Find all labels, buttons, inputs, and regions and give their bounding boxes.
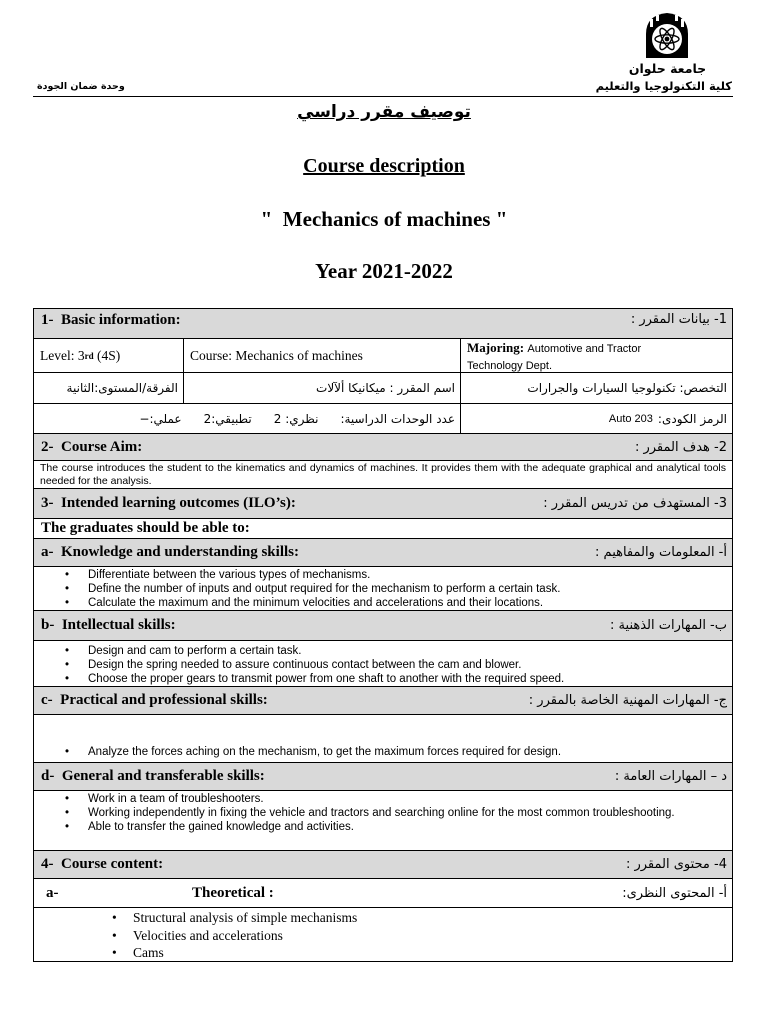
list-item-text: Cams: [133, 945, 164, 960]
list-item-text: Choose the proper gears to transmit power from one shaft to another with the required speed.: [88, 673, 565, 685]
graduates-intro: The graduates should be able to:: [34, 519, 732, 539]
bullet-icon: •: [65, 569, 70, 581]
code-value: Auto 203: [608, 412, 653, 425]
subsection-heading-ar: ج- المهارات المهنية الخاصة بالمقرر :: [528, 693, 727, 708]
academic-year: Year 2021-2022: [315, 259, 453, 283]
subsection-heading-en: a- Knowledge and understanding skills:: [41, 544, 299, 560]
level-cell: Level: 3 rd (4S): [34, 339, 184, 372]
majoring-label: Majoring:: [467, 340, 525, 355]
list-item: [65, 644, 732, 658]
subsection-heading-ar: د – المهارات العامة :: [614, 769, 727, 784]
majoring-value-line-1: Automotive and Tractor: [527, 343, 642, 355]
list-item-text: Analyze the forces aching on the mechanism, to get the maximum forces required for design.: [88, 746, 562, 758]
level-rest: (4S): [93, 347, 121, 363]
list-item-text: Able to transfer the gained knowledge and activities.: [88, 821, 354, 833]
subsection-heading-ar: ب- المهارات الذهنية :: [610, 618, 727, 633]
list-item-text: Define the number of inputs and output required for the mechanism to perform a certain task.: [88, 583, 561, 595]
basic-info-row-en: [34, 339, 732, 373]
course-label: Course:: [190, 347, 232, 363]
major-ar-cell: [461, 373, 732, 403]
list-item-text: Calculate the maximum and the minimum velocities and accelerations and their locations.: [88, 597, 544, 609]
course-ar-cell: [184, 373, 461, 403]
subsection-heading-en: c- Practical and professional skills:: [41, 692, 268, 708]
course-value: Mechanics of machines: [235, 347, 363, 363]
list-item: [65, 792, 732, 806]
units-practical: عملي:−: [139, 411, 182, 426]
list-item: [65, 745, 732, 759]
document-title: Course description: [303, 155, 465, 177]
subsection-practical-header: [34, 687, 732, 715]
subsection-knowledge-header: [34, 539, 732, 567]
theoretical-content-list-row: [34, 908, 732, 961]
list-item: [65, 658, 732, 672]
bullet-icon: •: [65, 645, 70, 657]
knowledge-list-row: [34, 567, 732, 611]
majoring-cell: [461, 339, 732, 372]
course-cell: [184, 339, 461, 372]
theoretical-content-list: [34, 908, 732, 961]
course-title: " Mechanics of machines ": [260, 207, 508, 231]
units-code-row: [34, 404, 732, 434]
code-label: الرمز الكودى:: [657, 411, 727, 426]
list-item-text: Design and cam to perform a certain task.: [88, 645, 302, 657]
units-label: عدد الوحدات الدراسية:: [340, 411, 455, 426]
subsection-heading-ar: أ- المعلومات والمفاهيم :: [595, 545, 727, 560]
course-spec-table: [33, 308, 733, 962]
subsection-general-header: [34, 763, 732, 791]
intellectual-list: [34, 641, 732, 686]
level-label: Level: 3: [40, 347, 85, 363]
theoretical-letter: a-: [46, 884, 59, 901]
general-list-row: [34, 791, 732, 851]
list-item-text: Structural analysis of simple mechanisms: [133, 910, 358, 925]
list-item: [65, 596, 732, 610]
basic-info-row-ar: [34, 373, 732, 404]
majoring-value-line-2: Technology Dept.: [467, 360, 552, 372]
section-heading-ar: 3- المستهدف من تدريس المقرر :: [543, 496, 727, 511]
units-cell: [34, 404, 461, 433]
section-heading-en: 4- Course content:: [41, 856, 164, 872]
units-applied: تطبيقي:2: [203, 411, 252, 426]
bullet-icon: •: [112, 945, 117, 960]
bullet-icon: •: [65, 673, 70, 685]
list-item: [65, 582, 732, 596]
subsection-heading-en: b- Intellectual skills:: [41, 617, 176, 633]
list-item: [112, 909, 732, 927]
theoretical-content-header: [34, 879, 732, 908]
section-heading-ar: 1- بيانات المقرر :: [630, 312, 727, 327]
bullet-icon: •: [65, 597, 70, 609]
level-ar-cell: [34, 373, 184, 403]
section-heading-en: 1- Basic information:: [41, 312, 181, 328]
list-item-text: Working independently in fixing the vehicle and tractors and searching online for the most common troubleshooting.: [88, 807, 675, 819]
practical-list: [34, 715, 732, 763]
list-item: [65, 820, 732, 834]
level-ar: الفرقة/المستوى:الثانية: [66, 381, 178, 395]
list-item-text: Design the spring needed to assure continuous contact between the cam and blower.: [88, 659, 522, 671]
section-heading-ar: 4- محتوى المقرر :: [625, 857, 727, 872]
general-list: [34, 791, 732, 834]
code-cell: [461, 404, 732, 433]
faculty-name: كلية التكنولوجيا والتعليم: [595, 79, 732, 93]
theoretical-heading-ar: أ- المحتوى النظرى:: [622, 885, 727, 901]
university-name: جامعة حلوان: [628, 61, 707, 76]
header-divider: [33, 96, 733, 97]
subsection-heading-en: d- General and transferable skills:: [41, 768, 265, 784]
bullet-icon: •: [65, 659, 70, 671]
list-item: [65, 806, 732, 820]
course-ar: اسم المقرر : ميكانيكا ألآلات: [316, 381, 455, 395]
theoretical-heading-en: Theoretical :: [192, 884, 274, 901]
section-content-header: [34, 851, 732, 879]
practical-list-row: [34, 715, 732, 763]
bullet-icon: •: [65, 821, 70, 833]
bullet-icon: •: [112, 927, 117, 943]
list-item: [112, 927, 732, 945]
quality-unit-name: وحدة ضمان الجودة: [37, 81, 125, 92]
list-item: [65, 568, 732, 582]
intellectual-list-row: [34, 641, 732, 687]
bullet-icon: •: [65, 583, 70, 595]
aim-text: The course introduces the student to the kinematics and dynamics of machines. It provides them with the adequate graphical and analytical tools needed for the analysis.: [34, 461, 732, 489]
bullet-icon: •: [65, 746, 70, 758]
bullet-icon: •: [65, 793, 70, 805]
section-heading-en: 2- Course Aim:: [41, 438, 143, 455]
list-item-text: Differentiate between the various types of mechanisms.: [88, 569, 371, 581]
section-basic-info-header: [34, 309, 732, 339]
arabic-title: توصيف مقرر دراسي: [297, 102, 471, 122]
section-aim-header: [34, 434, 732, 461]
bullet-icon: •: [65, 807, 70, 819]
major-ar: التخصص: تكنولوجيا السيارات والجرارات: [527, 381, 727, 395]
list-item-text: Velocities and accelerations: [133, 927, 283, 943]
list-item: [65, 672, 732, 686]
list-item: [112, 944, 732, 961]
section-heading-en: 3- Intended learning outcomes (ILO’s):: [41, 495, 296, 511]
units-theory: نظري: 2: [273, 411, 319, 426]
subsection-intellectual-header: [34, 611, 732, 641]
list-item-text: Work in a team of troubleshooters.: [88, 793, 264, 805]
section-ilo-header: [34, 489, 732, 519]
knowledge-list: [34, 567, 732, 610]
bullet-icon: •: [112, 910, 117, 925]
university-seal-logo: [641, 12, 693, 62]
section-heading-ar: 2- هدف المقرر :: [634, 439, 727, 455]
